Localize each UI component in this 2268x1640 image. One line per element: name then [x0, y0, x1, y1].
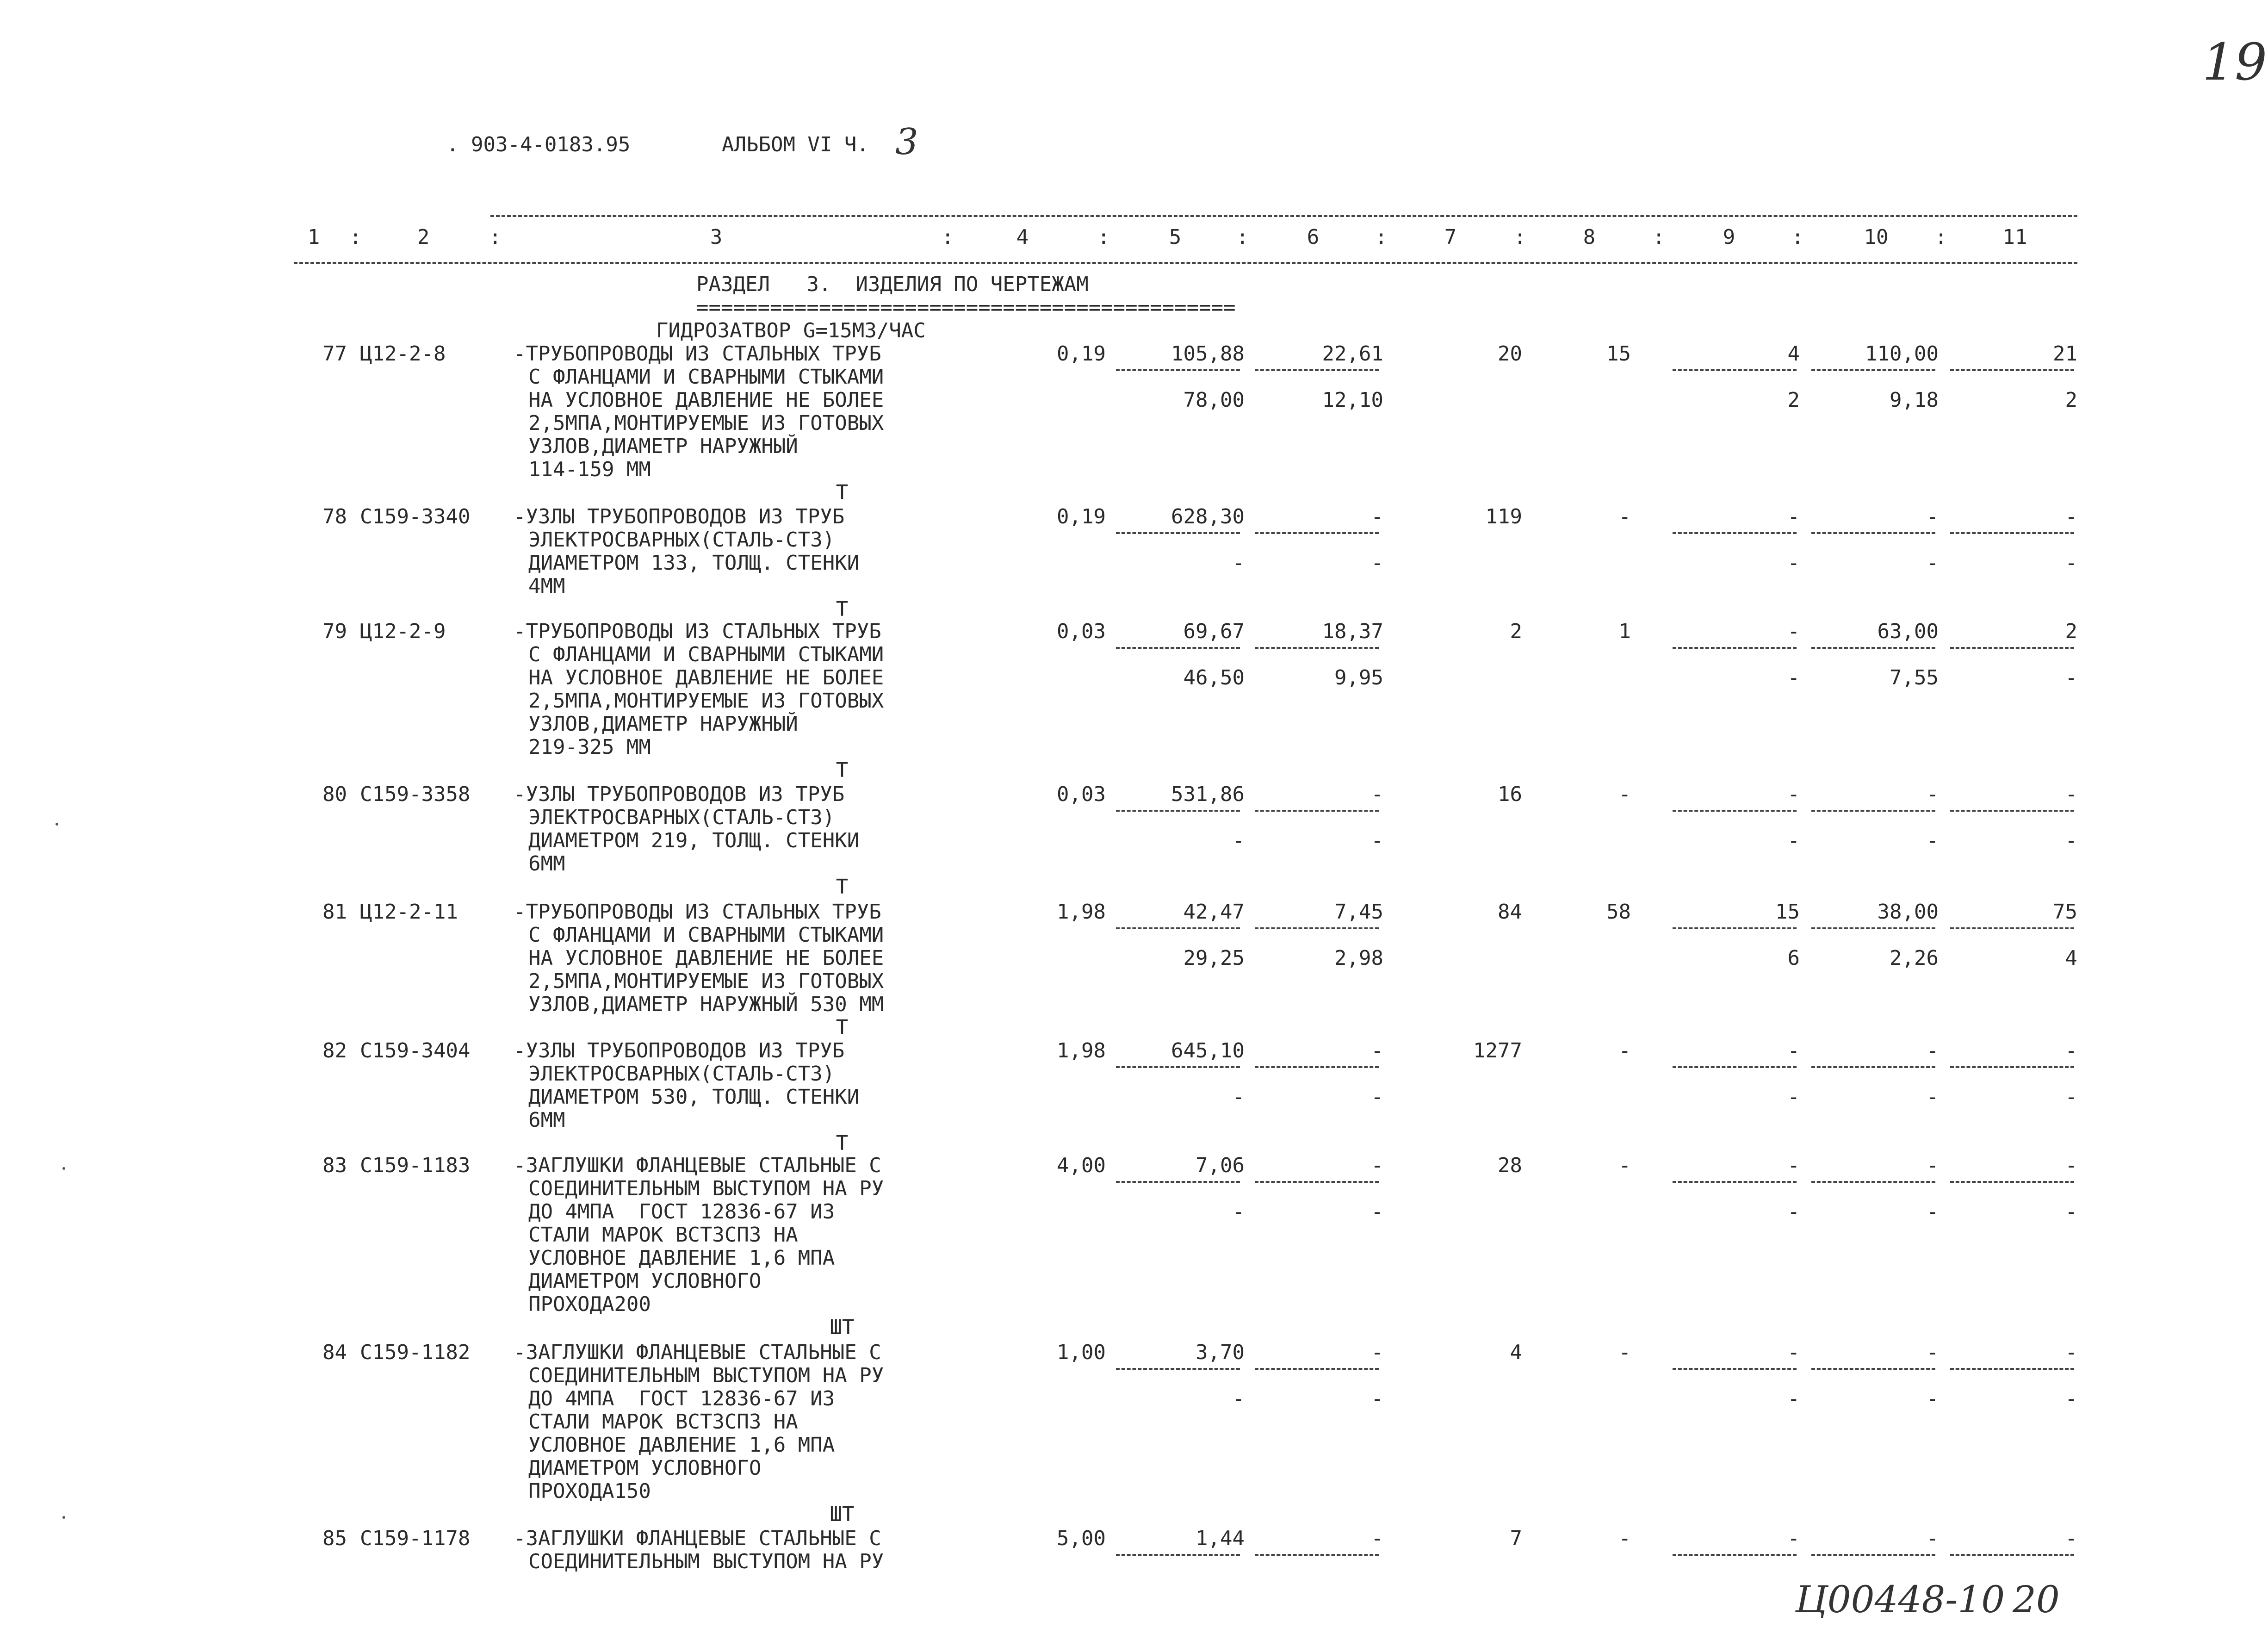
cell-c9b: 2: [1787, 388, 1800, 412]
cell-divider: [1255, 1554, 1379, 1556]
row-code: С159-3358: [360, 783, 471, 806]
cell-c5b: -: [1232, 1387, 1245, 1410]
cell-c11: 2: [2065, 620, 2077, 643]
cell-c6: 22,61: [1322, 342, 1383, 366]
row-description-line: 2,5МПА,МОНТИРУЕМЫЕ ИЗ ГОТОВЫХ: [528, 411, 884, 435]
row-number: 80: [322, 783, 347, 806]
cell-c10b: -: [1926, 1387, 1939, 1410]
row-description-line: С ФЛАНЦАМИ И СВАРНЫМИ СТЫКАМИ: [528, 923, 884, 947]
cell-divider: [1811, 532, 1935, 534]
cell-divider: [1673, 647, 1797, 649]
cell-divider: [1950, 927, 2074, 929]
cell-c10: -: [1926, 505, 1939, 528]
column-header: 2: [417, 225, 430, 249]
cell-divider: [1811, 1554, 1935, 1556]
group-title: ГИДРОЗАТВОР G=15М3/ЧАС: [656, 319, 926, 342]
row-description-line: ДИАМЕТРОМ УСЛОВНОГО: [528, 1269, 762, 1293]
column-header: 5: [1169, 225, 1182, 249]
cell-c4: 1,98: [1057, 900, 1106, 924]
column-header: 11: [2002, 225, 2027, 249]
column-separator: :: [349, 225, 362, 249]
cell-c4: 0,03: [1057, 620, 1106, 643]
cell-c6b: -: [1371, 829, 1383, 852]
cell-c6b: 12,10: [1322, 388, 1383, 412]
row-description-line: ДИАМЕТРОМ УСЛОВНОГО: [528, 1456, 762, 1480]
row-description-line: -УЗЛЫ ТРУБОПРОВОДОВ ИЗ ТРУБ: [514, 505, 845, 528]
cell-divider: [1116, 1368, 1240, 1370]
cell-divider: [1950, 1181, 2074, 1183]
cell-divider: [1673, 1066, 1797, 1068]
cell-c5: 42,47: [1183, 900, 1245, 924]
cell-c6b: -: [1371, 1200, 1383, 1224]
row-description-line: СОЕДИНИТЕЛЬНЫМ ВЫСТУПОМ НА РУ: [528, 1364, 884, 1387]
cell-divider: [1950, 369, 2074, 371]
row-description-line: 2,5МПА,МОНТИРУЕМЫЕ ИЗ ГОТОВЫХ: [528, 969, 884, 993]
row-description-line: -УЗЛЫ ТРУБОПРОВОДОВ ИЗ ТРУБ: [514, 783, 845, 806]
row-unit: Т: [836, 481, 849, 504]
row-number: 85: [322, 1527, 347, 1550]
cell-c10: 110,00: [1865, 342, 1939, 366]
row-description-line: ЭЛЕКТРОСВАРНЫХ(СТАЛЬ-СТ3): [528, 806, 835, 829]
cell-divider: [1255, 532, 1379, 534]
column-header: 9: [1723, 225, 1735, 249]
row-description-line: НА УСЛОВНОЕ ДАВЛЕНИЕ НЕ БОЛЕЕ: [528, 666, 884, 690]
row-description-line: 4ММ: [528, 574, 565, 598]
cell-c6: 7,45: [1334, 900, 1383, 924]
cell-c11: -: [2065, 1527, 2077, 1550]
column-header: 7: [1444, 225, 1457, 249]
cell-c9: -: [1787, 783, 1800, 806]
cell-c11b: -: [2065, 551, 2077, 575]
cell-divider: [1811, 647, 1935, 649]
cell-c4: 0,19: [1057, 505, 1106, 528]
cell-c11b: -: [2065, 1085, 2077, 1109]
cell-divider: [1950, 532, 2074, 534]
column-separator: :: [1935, 225, 1947, 249]
column-header: 3: [710, 225, 723, 249]
header-rule-bottom: [294, 262, 2077, 264]
row-description-line: УЗЛОВ,ДИАМЕТР НАРУЖНЫЙ: [528, 435, 798, 458]
cell-c5: 7,06: [1196, 1154, 1245, 1177]
cell-c9b: -: [1787, 1200, 1800, 1224]
cell-divider: [1116, 647, 1240, 649]
row-number: 79: [322, 620, 347, 643]
cell-divider: [1673, 927, 1797, 929]
cell-c9: -: [1787, 620, 1800, 643]
row-code: С159-3340: [360, 505, 471, 528]
column-separator: :: [1791, 225, 1804, 249]
cell-divider: [1811, 1181, 1935, 1183]
row-description-line: -ТРУБОПРОВОДЫ ИЗ СТАЛЬНЫХ ТРУБ: [514, 342, 881, 366]
cell-c11: -: [2065, 1039, 2077, 1062]
cell-c9: -: [1787, 1039, 1800, 1062]
cell-c7: 16: [1498, 783, 1522, 806]
margin-mark: [62, 1516, 65, 1519]
cell-c5: 645,10: [1171, 1039, 1245, 1062]
cell-c7: 28: [1498, 1154, 1522, 1177]
row-number: 83: [322, 1154, 347, 1177]
cell-divider: [1673, 1554, 1797, 1556]
cell-divider: [1116, 1554, 1240, 1556]
row-description-line: СОЕДИНИТЕЛЬНЫМ ВЫСТУПОМ НА РУ: [528, 1550, 884, 1573]
row-description-line: 114-159 ММ: [528, 458, 651, 481]
cell-c7: 20: [1498, 342, 1522, 366]
row-description-line: СОЕДИНИТЕЛЬНЫМ ВЫСТУПОМ НА РУ: [528, 1177, 884, 1200]
row-description-line: С ФЛАНЦАМИ И СВАРНЫМИ СТЫКАМИ: [528, 365, 884, 389]
row-description-line: -ЗАГЛУШКИ ФЛАНЦЕВЫЕ СТАЛЬНЫЕ С: [514, 1154, 881, 1177]
cell-c7: 7: [1510, 1527, 1522, 1550]
cell-c10: -: [1926, 783, 1939, 806]
row-unit: ШТ: [830, 1316, 855, 1339]
cell-c11: 75: [2053, 900, 2077, 924]
row-description-line: 6ММ: [528, 1108, 565, 1132]
cell-c10: 38,00: [1877, 900, 1939, 924]
cell-divider: [1950, 647, 2074, 649]
cell-c9: 15: [1775, 900, 1800, 924]
cell-c6: -: [1371, 1341, 1383, 1364]
cell-c6: -: [1371, 505, 1383, 528]
cell-divider: [1950, 810, 2074, 812]
cell-c4: 4,00: [1057, 1154, 1106, 1177]
cell-c4: 0,19: [1057, 342, 1106, 366]
column-separator: :: [1236, 225, 1249, 249]
cell-c6b: -: [1371, 1387, 1383, 1410]
cell-c5b: -: [1232, 1200, 1245, 1224]
row-description-line: С ФЛАНЦАМИ И СВАРНЫМИ СТЫКАМИ: [528, 643, 884, 666]
row-unit: Т: [836, 1131, 849, 1155]
cell-c7: 84: [1498, 900, 1522, 924]
cell-c6b: -: [1371, 1085, 1383, 1109]
row-description-line: СТАЛИ МАРОК ВСТ3СП3 НА: [528, 1223, 798, 1247]
row-code: С159-1182: [360, 1341, 471, 1364]
row-code: Ц12-2-11: [360, 900, 458, 924]
column-header: 6: [1307, 225, 1320, 249]
row-code: Ц12-2-9: [360, 620, 446, 643]
row-description-line: НА УСЛОВНОЕ ДАВЛЕНИЕ НЕ БОЛЕЕ: [528, 946, 884, 970]
cell-c5: 531,86: [1171, 783, 1245, 806]
cell-divider: [1116, 927, 1240, 929]
cell-divider: [1673, 1181, 1797, 1183]
row-description-line: -ЗАГЛУШКИ ФЛАНЦЕВЫЕ СТАЛЬНЫЕ С: [514, 1341, 881, 1364]
column-separator: :: [1097, 225, 1110, 249]
cell-c8: -: [1618, 783, 1631, 806]
cell-c6: -: [1371, 1039, 1383, 1062]
row-description-line: 219-325 ММ: [528, 735, 651, 759]
row-description-line: УСЛОВНОЕ ДАВЛЕНИЕ 1,6 МПА: [528, 1433, 835, 1457]
cell-divider: [1673, 369, 1797, 371]
column-header: 10: [1864, 225, 1889, 249]
margin-mark: [62, 1167, 65, 1170]
cell-divider: [1255, 810, 1379, 812]
section-title: РАЗДЕЛ 3. ИЗДЕЛИЯ ПО ЧЕРТЕЖАМ: [696, 273, 1089, 296]
cell-c5b: -: [1232, 829, 1245, 852]
cell-c7: 4: [1510, 1341, 1522, 1364]
row-number: 78: [322, 505, 347, 528]
cell-divider: [1673, 1368, 1797, 1370]
page-number-top: 19: [2202, 32, 2267, 92]
cell-c9: -: [1787, 1341, 1800, 1364]
cell-divider: [1673, 532, 1797, 534]
column-separator: :: [1514, 225, 1526, 249]
cell-divider: [1255, 1181, 1379, 1183]
cell-c5: 1,44: [1196, 1527, 1245, 1550]
cell-c5: 628,30: [1171, 505, 1245, 528]
cell-divider: [1255, 647, 1379, 649]
row-number: 81: [322, 900, 347, 924]
cell-divider: [1255, 927, 1379, 929]
column-header: 8: [1583, 225, 1596, 249]
cell-divider: [1811, 1368, 1935, 1370]
cell-divider: [1811, 927, 1935, 929]
cell-divider: [1116, 1066, 1240, 1068]
album-part: 3: [895, 121, 918, 163]
cell-c11b: -: [2065, 1200, 2077, 1224]
cell-c5b: 46,50: [1183, 666, 1245, 690]
cell-divider: [1255, 1066, 1379, 1068]
row-description-line: ПРОХОДА150: [528, 1479, 651, 1503]
cell-c10: -: [1926, 1527, 1939, 1550]
row-description-line: НА УСЛОВНОЕ ДАВЛЕНИЕ НЕ БОЛЕЕ: [528, 388, 884, 412]
cell-c11b: 4: [2065, 946, 2077, 970]
cell-c8: -: [1618, 1039, 1631, 1062]
cell-c8: 58: [1606, 900, 1631, 924]
cell-c11b: -: [2065, 1387, 2077, 1410]
cell-c8: -: [1618, 1341, 1631, 1364]
footer-code: Ц00448-10: [1795, 1578, 2005, 1621]
cell-c11: -: [2065, 1341, 2077, 1364]
cell-c4: 1,98: [1057, 1039, 1106, 1062]
document-code: . 903-4-0183.95: [446, 133, 631, 156]
cell-c11b: -: [2065, 829, 2077, 852]
cell-c11: -: [2065, 783, 2077, 806]
cell-divider: [1811, 369, 1935, 371]
cell-c8: 1: [1618, 620, 1631, 643]
cell-c10b: 7,55: [1890, 666, 1939, 690]
row-unit: Т: [836, 875, 849, 899]
cell-divider: [1255, 369, 1379, 371]
cell-c10b: -: [1926, 1200, 1939, 1224]
column-separator: :: [1375, 225, 1388, 249]
cell-c7: 119: [1485, 505, 1522, 528]
cell-c5b: -: [1232, 551, 1245, 575]
row-description-line: ЭЛЕКТРОСВАРНЫХ(СТАЛЬ-СТ3): [528, 1062, 835, 1086]
row-description-line: ДО 4МПА ГОСТ 12836-67 ИЗ: [528, 1200, 835, 1224]
row-description-line: ДИАМЕТРОМ 530, ТОЛЩ. СТЕНКИ: [528, 1085, 860, 1109]
row-description-line: -ЗАГЛУШКИ ФЛАНЦЕВЫЕ СТАЛЬНЫЕ С: [514, 1527, 881, 1550]
cell-c9: -: [1787, 1154, 1800, 1177]
row-description-line: УЗЛОВ,ДИАМЕТР НАРУЖНЫЙ 530 ММ: [528, 993, 884, 1016]
cell-c9b: -: [1787, 666, 1800, 690]
cell-divider: [1116, 369, 1240, 371]
cell-divider: [1950, 1066, 2074, 1068]
cell-c8: -: [1618, 1154, 1631, 1177]
row-description-line: ЭЛЕКТРОСВАРНЫХ(СТАЛЬ-СТ3): [528, 528, 835, 552]
cell-divider: [1673, 810, 1797, 812]
cell-divider: [1255, 1368, 1379, 1370]
row-number: 84: [322, 1341, 347, 1364]
row-unit: ШТ: [830, 1503, 855, 1526]
cell-c8: -: [1618, 1527, 1631, 1550]
cell-c7: 2: [1510, 620, 1522, 643]
cell-divider: [1950, 1554, 2074, 1556]
row-description-line: УЗЛОВ,ДИАМЕТР НАРУЖНЫЙ: [528, 712, 798, 736]
cell-c6: 18,37: [1322, 620, 1383, 643]
cell-c5: 3,70: [1196, 1341, 1245, 1364]
row-number: 82: [322, 1039, 347, 1062]
row-description-line: -УЗЛЫ ТРУБОПРОВОДОВ ИЗ ТРУБ: [514, 1039, 845, 1062]
cell-c9: -: [1787, 1527, 1800, 1550]
row-description-line: ДО 4МПА ГОСТ 12836-67 ИЗ: [528, 1387, 835, 1410]
cell-c9: 4: [1787, 342, 1800, 366]
column-header: 1: [307, 225, 320, 249]
cell-c11b: 2: [2065, 388, 2077, 412]
row-code: Ц12-2-8: [360, 342, 446, 366]
cell-c11: 21: [2053, 342, 2077, 366]
cell-c11b: -: [2065, 666, 2077, 690]
row-description-line: СТАЛИ МАРОК ВСТ3СП3 НА: [528, 1410, 798, 1434]
cell-c10: -: [1926, 1341, 1939, 1364]
cell-c10b: -: [1926, 551, 1939, 575]
cell-c9b: -: [1787, 1387, 1800, 1410]
album-label: АЛЬБОМ VI Ч.: [722, 133, 869, 156]
cell-c6: -: [1371, 1154, 1383, 1177]
row-number: 77: [322, 342, 347, 366]
column-separator: :: [1653, 225, 1665, 249]
cell-c11: -: [2065, 1154, 2077, 1177]
row-description-line: УСЛОВНОЕ ДАВЛЕНИЕ 1,6 МПА: [528, 1246, 835, 1270]
cell-divider: [1116, 810, 1240, 812]
cell-c7: 1277: [1473, 1039, 1522, 1062]
cell-c5: 105,88: [1171, 342, 1245, 366]
cell-c6b: 2,98: [1334, 946, 1383, 970]
cell-c6: -: [1371, 1527, 1383, 1550]
cell-c9b: -: [1787, 1085, 1800, 1109]
footer-page: 20: [2013, 1578, 2060, 1621]
cell-c10: 63,00: [1877, 620, 1939, 643]
cell-c10b: 2,26: [1890, 946, 1939, 970]
row-description-line: -ТРУБОПРОВОДЫ ИЗ СТАЛЬНЫХ ТРУБ: [514, 620, 881, 643]
row-unit: Т: [836, 1016, 849, 1039]
row-description-line: ПРОХОДА200: [528, 1292, 651, 1316]
cell-divider: [1116, 1181, 1240, 1183]
cell-c4: 1,00: [1057, 1341, 1106, 1364]
cell-c5b: 78,00: [1183, 388, 1245, 412]
cell-c5b: 29,25: [1183, 946, 1245, 970]
cell-c9b: -: [1787, 829, 1800, 852]
cell-c11: -: [2065, 505, 2077, 528]
cell-divider: [1811, 1066, 1935, 1068]
cell-c5b: -: [1232, 1085, 1245, 1109]
cell-divider: [1811, 810, 1935, 812]
column-separator: :: [489, 225, 502, 249]
cell-c9: -: [1787, 505, 1800, 528]
cell-c8: 15: [1606, 342, 1631, 366]
cell-c9b: -: [1787, 551, 1800, 575]
cell-c10: -: [1926, 1039, 1939, 1062]
row-description-line: 6ММ: [528, 852, 565, 876]
row-description-line: -ТРУБОПРОВОДЫ ИЗ СТАЛЬНЫХ ТРУБ: [514, 900, 881, 924]
row-description-line: ДИАМЕТРОМ 133, ТОЛЩ. СТЕНКИ: [528, 551, 860, 575]
cell-c5: 69,67: [1183, 620, 1245, 643]
row-description-line: ДИАМЕТРОМ 219, ТОЛЩ. СТЕНКИ: [528, 829, 860, 852]
cell-divider: [1116, 532, 1240, 534]
cell-c4: 5,00: [1057, 1527, 1106, 1550]
row-unit: Т: [836, 758, 849, 782]
row-code: С159-1178: [360, 1527, 471, 1550]
cell-c10b: -: [1926, 829, 1939, 852]
cell-c6: -: [1371, 783, 1383, 806]
cell-c10b: -: [1926, 1085, 1939, 1109]
header-rule-top: [490, 215, 2077, 217]
cell-c10b: 9,18: [1890, 388, 1939, 412]
column-header: 4: [1016, 225, 1029, 249]
cell-c8: -: [1618, 505, 1631, 528]
cell-c10: -: [1926, 1154, 1939, 1177]
margin-mark: [56, 823, 58, 826]
row-unit: Т: [836, 597, 849, 621]
section-underline: ============================================: [696, 296, 1236, 319]
cell-c6b: 9,95: [1334, 666, 1383, 690]
cell-c4: 0,03: [1057, 783, 1106, 806]
cell-c6b: -: [1371, 551, 1383, 575]
cell-divider: [1950, 1368, 2074, 1370]
cell-c9b: 6: [1787, 946, 1800, 970]
column-separator: :: [942, 225, 954, 249]
row-description-line: 2,5МПА,МОНТИРУЕМЫЕ ИЗ ГОТОВЫХ: [528, 689, 884, 713]
row-code: С159-1183: [360, 1154, 471, 1177]
row-code: С159-3404: [360, 1039, 471, 1062]
